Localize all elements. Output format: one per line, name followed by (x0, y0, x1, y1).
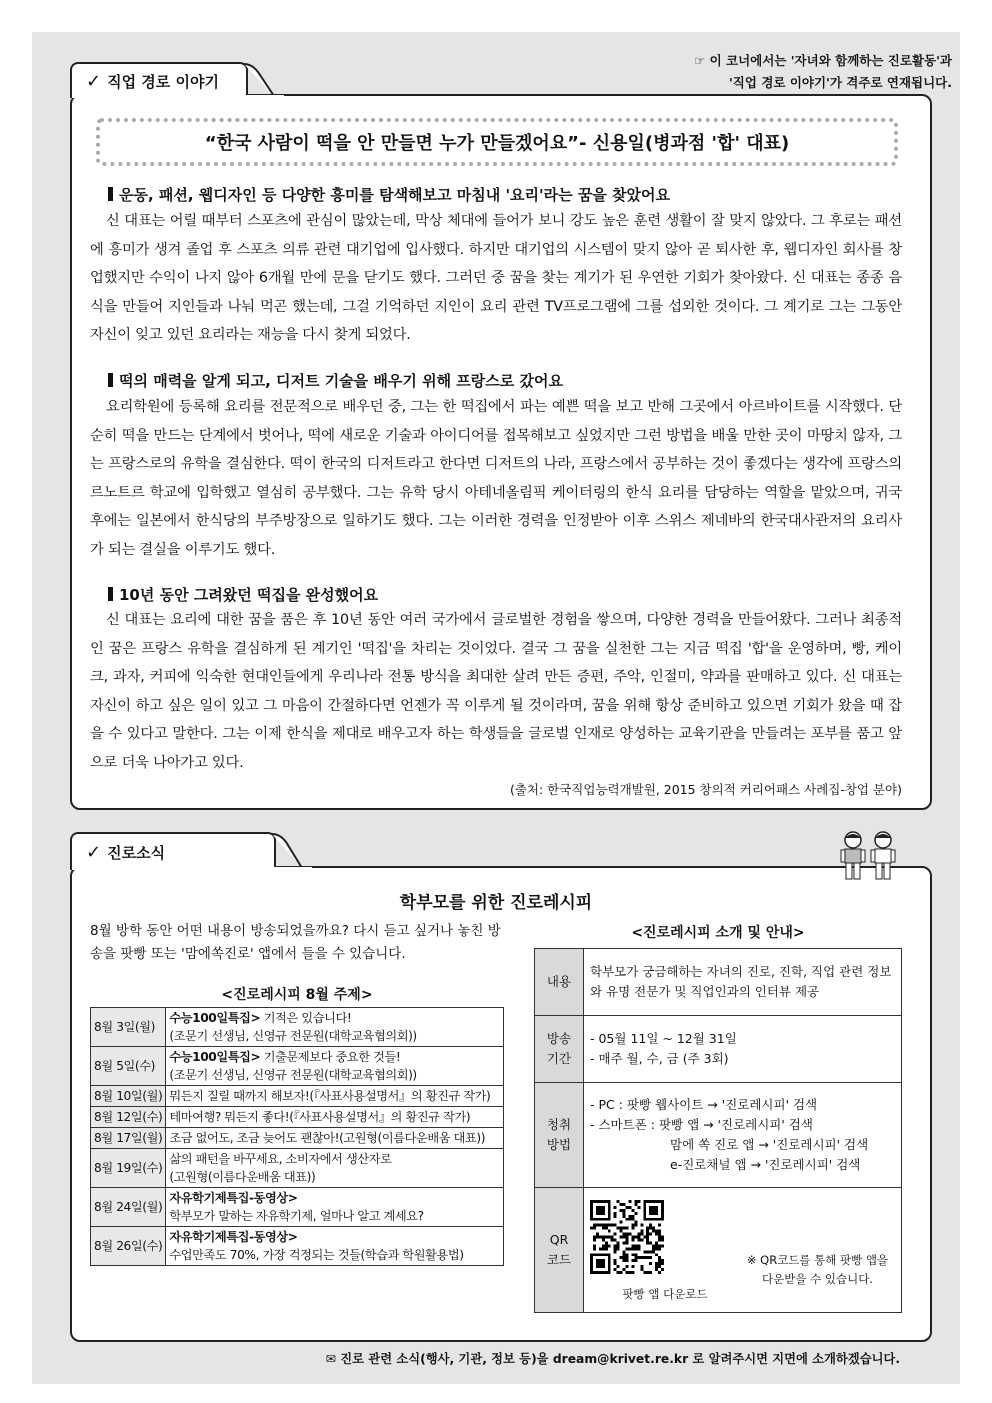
schedule-date: 8월 24일(월) (91, 1188, 166, 1227)
news-title: 학부모를 위한 진로레시피 (399, 893, 593, 913)
info-period-line2: - 매주 월, 수, 금 (주 3회) (590, 1051, 729, 1066)
tab-slope (244, 62, 284, 98)
info-listen-line1: - PC : 팟빵 웹사이트 → '진로레시피' 검색 (590, 1097, 818, 1112)
info-period (584, 1016, 902, 1083)
children-illustration-icon (838, 830, 900, 884)
schedule-date: 8월 17일(월) (91, 1128, 166, 1149)
info-period-line1: - 05월 11일 ~ 12월 31일 (590, 1031, 737, 1046)
schedule-row (91, 1047, 504, 1086)
headline-box (96, 118, 898, 166)
schedule-date: 8월 10일(월) (91, 1086, 166, 1107)
schedule-topic-detail: (고원형(이름다운배움 대표)) (169, 1170, 316, 1184)
section-body-3: 신 대표는 요리에 대한 꿈을 품은 후 10년 동안 여러 국가에서 글로벌한 경험을 쌓으며, 다양한 경력을 만들어왔다. 그러나 최종적인 꿈은 프랑스 유학을 결심하게 된 계기인 '떡집'을 차리는 것이었다. 결국 그 꿈을 실천한 그는 지금 떡집 '합'을 운영하며, 빵, 케이크, 과자, 커피에 익숙한 현대인들에게 우리나라 전통 방식을 최대한 살려 만든 증편, 주악, 인절미, 약과를 판매하고 있다. 신 대표는 자신이 하고 싶은 일이 있고 그 마음이 간절하다면 언젠가 꼭 이루게 될 것이라며, 꿈을 위해 항상 준비하고 있으면 기회가 왔을 때 잡을 수 있다고 말한다. 그는 이제 한식을 제대로 배우고자 하는 학생들을 글로벌 인재로 양성하는 교육기관을 만들려는 포부를 품고 앞으로 더욱 나아가고 있다. (90, 612, 902, 771)
bullet-bar-icon (108, 587, 113, 601)
section-title-3-text: 10년 동안 그려왔던 떡집을 완성했어요 (119, 586, 379, 604)
schedule-topic-text: 뭐든지 질릴 때까지 해보자!(『사표사용설명서』의 황진규 작가) (169, 1089, 491, 1103)
info-row-listen (535, 1083, 902, 1188)
info-listen-line3: 맘에 쏙 진로 앱 → '진로레시피' 검색 (670, 1137, 869, 1152)
headline-byline: - 신용일(병과점 '합' 대표) (579, 133, 790, 154)
qr-note-line2: 다운받을 수 있습니다. (762, 1272, 873, 1286)
info-qr (584, 1188, 902, 1313)
section-title-3 (108, 584, 378, 605)
schedule-date: 8월 19일(수) (91, 1149, 166, 1188)
section-title-1-text: 운동, 패션, 웹디자인 등 다양한 흥미를 탐색해보고 마침내 '요리'라는 꿈을 찾았어요 (119, 186, 670, 204)
bullet-bar-icon (108, 373, 113, 387)
schedule-row (91, 1188, 504, 1227)
schedule-topic (166, 1128, 504, 1149)
schedule-topic (166, 1008, 504, 1047)
source-citation: (출처: 한국직업능력개발원, 2015 창의적 커리어패스 사례집-창업 분야) (509, 782, 902, 797)
schedule-topic-detail: 학부모가 말하는 자유학기제, 얼마나 알고 계세요? (169, 1209, 424, 1223)
info-row-content (535, 949, 902, 1016)
schedule-topic-special: 자유학기제특집-동영상> (169, 1191, 298, 1205)
tab-joint (72, 866, 274, 870)
bullet-bar-icon (108, 187, 113, 201)
schedule-topic-detail: (조문기 선생님, 신영규 전문원(대학교육협의회)) (169, 1068, 417, 1082)
info-title: <진로레시피 소개 및 안내> (631, 925, 805, 941)
schedule-topic (166, 1188, 504, 1227)
check-icon: ✓ (86, 841, 102, 863)
info-label-content: 내용 (535, 949, 584, 1016)
info-row-qr (535, 1188, 902, 1313)
section-body-2: 요리학원에 등록해 요리를 전문적으로 배우던 중, 그는 한 떡집에서 파는 예쁜 떡을 보고 반해 그곳에서 아르바이트를 시작했다. 단순히 떡을 만드는 단계에서 벗어나, 떡에 새로운 기술과 아이디어를 접목해보고 싶었지만 그런 방법을 배울 만한 곳이 마땅치 않자, 그는 프랑스로의 유학을 결심한다. 떡이 한국의 디저트라고 한다면 디저트의 나라, 프랑스에서 공부하는 것이 좋겠다는 생각에 프랑스의 르노트르 학교에 입학했고 열심히 공부했다. 그는 유학 당시 아테네올림픽 케이터링의 한식 요리를 담당하는 역할을 맡았으며, 귀국 후에는 일본에서 한식당의 부주방장으로 일하기도 했다. 그는 이러한 경력을 인정받아 이후 스위스 제네바의 한국대사관저의 요리사가 되는 결실을 이루기도 했다. (90, 399, 902, 558)
tab-joint (72, 94, 246, 98)
info-label-period: 방송 기간 (535, 1016, 584, 1083)
section-title-1 (108, 184, 670, 205)
info-row-period (535, 1016, 902, 1083)
career-story-tab-label: 직업 경로 이야기 (107, 72, 219, 91)
info-listen-line4: e-진로채널 앱 → '진로레시피' 검색 (670, 1157, 861, 1172)
schedule-row (91, 1128, 504, 1149)
career-news-tab (70, 832, 276, 870)
schedule-row (91, 1227, 504, 1266)
schedule-topic-text: 삶의 패턴을 바꾸세요, 소비자에서 생산자로 (169, 1152, 392, 1166)
schedule-topic-text: 기출문제보다 중요한 것들! (260, 1050, 401, 1064)
schedule-date: 8월 12일(수) (91, 1107, 166, 1128)
tab-slope (272, 832, 312, 870)
qr-code-icon[interactable] (590, 1200, 664, 1274)
schedule-row (91, 1008, 504, 1047)
schedule-topic-detail: 수업만족도 70%, 가장 걱정되는 것들(학습과 학원활용법) (169, 1248, 464, 1262)
corner-note-line2: '직업 경로 이야기'가 격주로 연재됩니다. (728, 75, 952, 90)
qr-caption: 팟빵 앱 다운로드 (622, 1287, 708, 1301)
section-title-2 (108, 370, 563, 391)
schedule-topic-special: 수능100일특집> (169, 1011, 261, 1025)
schedule-topic-detail: (조문기 선생님, 신영규 전문원(대학교육협의회)) (169, 1029, 417, 1043)
footer-note: ✉ 진로 관련 소식(행사, 기관, 정보 등)을 dream@krivet.re.kr 로 알려주시면 지면에 소개하겠습니다. (325, 1352, 900, 1366)
career-story-tab (70, 62, 248, 98)
schedule-row (91, 1086, 504, 1107)
info-listen (584, 1083, 902, 1188)
schedule-topic (166, 1227, 504, 1266)
schedule-topic (166, 1047, 504, 1086)
info-table (534, 948, 902, 1313)
schedule-row (91, 1107, 504, 1128)
schedule-topic-text: 기적은 있습니다! (260, 1011, 352, 1025)
career-news-tab-label: 진로소식 (107, 843, 166, 862)
schedule-date: 8월 5일(수) (91, 1047, 166, 1086)
headline: “한국 사람이 떡을 안 만들면 누가 만들겠어요” (204, 133, 579, 154)
schedule-date: 8월 26일(수) (91, 1227, 166, 1266)
info-content: 학부모가 궁금해하는 자녀의 진로, 진학, 직업 관련 정보와 유명 전문가 및 직업인과의 인터뷰 제공 (584, 949, 902, 1016)
schedule-date: 8월 3일(월) (91, 1008, 166, 1047)
news-intro: 8월 방학 동안 어떤 내용이 방송되었을까요? 다시 듣고 싶거나 놓친 방송을 팟빵 또는 '맘에쏙진로' 앱에서 들을 수 있습니다. (90, 923, 501, 962)
info-listen-line2: - 스마트폰 : 팟빵 앱 → '진로레시피' 검색 (590, 1117, 813, 1132)
schedule-title: <진로레시피 8월 주제> (221, 987, 373, 1003)
schedule-topic-special: 자유학기제특집-동영상> (169, 1230, 298, 1244)
schedule-topic-text: 조금 없어도, 조금 늦어도 괜찮아!(고원형(이름다운배움 대표)) (169, 1131, 486, 1145)
schedule-topic-special: 수능100일특집> (169, 1050, 261, 1064)
qr-note-line1: ※ QR코드를 통해 팟빵 앱을 (746, 1253, 889, 1267)
schedule-topic (166, 1107, 504, 1128)
section-title-2-text: 떡의 매력을 알게 되고, 디저트 기술을 배우기 위해 프랑스로 갔어요 (119, 372, 563, 390)
schedule-topic (166, 1149, 504, 1188)
schedule-row (91, 1149, 504, 1188)
schedule-topic (166, 1086, 504, 1107)
check-icon: ✓ (86, 70, 102, 92)
info-label-listen: 청취 방법 (535, 1083, 584, 1188)
corner-note-line1: ☞ 이 코너에서는 '자녀와 함께하는 진로활동'과 (694, 53, 952, 68)
section-body-1: 신 대표는 어릴 때부터 스포츠에 관심이 많았는데, 막상 체대에 들어가 보니 강도 높은 훈련 생활이 잘 맞지 않았다. 그 후로는 패션에 흥미가 생겨 졸업 후 스포츠 의류 관련 대기업에 입사했다. 하지만 대기업의 시스템이 맞지 않아 곧 퇴사한 후, 웹디자인 회사를 창업했지만 수익이 나지 않아 6개월 만에 문을 닫기도 했다. 그러던 중 꿈을 찾는 계기가 된 우연한 기회가 찾아왔다. 신 대표는 종종 음식을 만들어 지인들과 나눠 먹곤 했는데, 그걸 기억하던 지인이 요리 관련 TV프로그램에 그를 섭외한 것이다. 그 계기로 그는 그동안 자신이 잊고 있던 요리라는 재능을 다시 찾게 되었다. (90, 213, 902, 344)
info-label-qr: QR 코드 (535, 1188, 584, 1313)
corner-note (694, 50, 952, 94)
schedule-table (90, 1007, 504, 1266)
schedule-topic-text: 테마여행? 뭐든지 좋다!(『사표사용설명서』의 황진규 작가) (169, 1110, 471, 1124)
